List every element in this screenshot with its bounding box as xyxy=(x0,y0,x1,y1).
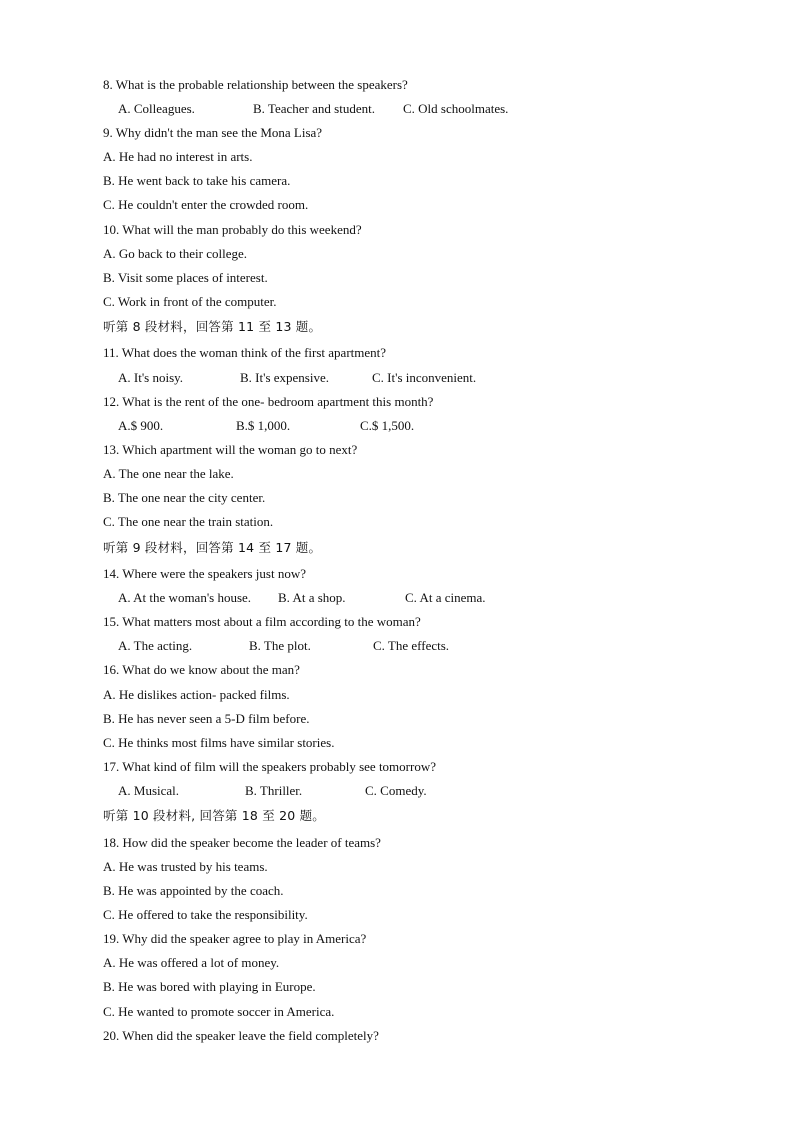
option-c: C. Old schoolmates. xyxy=(403,101,509,116)
option-a: A. It's noisy. xyxy=(118,370,184,385)
option-a: A. Musical. xyxy=(118,783,180,798)
question-11-stem: 11. What does the woman think of the first apartment? xyxy=(103,345,387,360)
option-c: C. At a cinema. xyxy=(405,590,486,605)
option-c: C. Comedy. xyxy=(365,783,427,798)
question-10-option-c: C. Work in front of the computer. xyxy=(103,294,277,309)
option-c: C. The effects. xyxy=(373,638,450,653)
option-a: A.$ 900. xyxy=(118,418,164,433)
question-16-stem: 16. What do we know about the man? xyxy=(103,662,300,677)
option-c: C. It's inconvenient. xyxy=(372,370,477,385)
question-18-option-a: A. He was trusted by his teams. xyxy=(103,859,268,874)
question-19-option-b: B. He was bored with playing in Europe. xyxy=(103,979,316,994)
question-12-stem: 12. What is the rent of the one- bedroom apartment this month? xyxy=(103,394,434,409)
question-10-option-b: B. Visit some places of interest. xyxy=(103,270,268,285)
question-13-option-b: B. The one near the city center. xyxy=(103,490,266,505)
question-15-stem: 15. What matters most about a film according to the woman? xyxy=(103,614,421,629)
question-14-stem: 14. Where were the speakers just now? xyxy=(103,566,306,581)
question-16-option-b: B. He has never seen a 5-D film before. xyxy=(103,711,310,726)
option-c: C.$ 1,500. xyxy=(360,418,415,433)
question-18-option-b: B. He was appointed by the coach. xyxy=(103,883,284,898)
question-10-stem: 10. What will the man probably do this weekend? xyxy=(103,222,362,237)
option-b: B.$ 1,000. xyxy=(236,418,291,433)
option-a: A. The acting. xyxy=(118,638,193,653)
question-18-stem: 18. How did the speaker become the leader of teams? xyxy=(103,835,381,850)
question-9-stem: 9. Why didn't the man see the Mona Lisa? xyxy=(103,125,323,140)
question-10-option-a: A. Go back to their college. xyxy=(103,246,248,261)
question-13-option-a: A. The one near the lake. xyxy=(103,466,234,481)
question-19-stem: 19. Why did the speaker agree to play in America? xyxy=(103,931,367,946)
question-19-option-c: C. He wanted to promote soccer in America. xyxy=(103,1004,335,1019)
section-10-heading: 听第 10 段材料, 回答第 18 至 20 题。 xyxy=(103,808,326,823)
section-8-heading: 听第 8 段材料，回答第 11 至 13 题。 xyxy=(103,319,322,334)
question-16-option-c: C. He thinks most films have similar stories. xyxy=(103,735,335,750)
question-19-option-a: A. He was offered a lot of money. xyxy=(103,955,280,970)
question-18-option-c: C. He offered to take the responsibility. xyxy=(103,907,308,922)
question-20-stem: 20. When did the speaker leave the field completely? xyxy=(103,1028,379,1043)
question-16-option-a: A. He dislikes action- packed films. xyxy=(103,687,290,702)
question-13-option-c: C. The one near the train station. xyxy=(103,514,274,529)
option-b: B. The plot. xyxy=(249,638,311,653)
question-17-stem: 17. What kind of film will the speakers probably see tomorrow? xyxy=(103,759,436,774)
question-9-option-b: B. He went back to take his camera. xyxy=(103,173,291,188)
question-13-stem: 13. Which apartment will the woman go to next? xyxy=(103,442,358,457)
option-b: B. At a shop. xyxy=(278,590,346,605)
option-b: B. It's expensive. xyxy=(240,370,329,385)
section-9-heading: 听第 9 段材料，回答第 14 至 17 题。 xyxy=(103,540,322,555)
question-9-option-c: C. He couldn't enter the crowded room. xyxy=(103,197,309,212)
question-9-option-a: A. He had no interest in arts. xyxy=(103,149,253,164)
option-b: B. Teacher and student. xyxy=(253,101,375,116)
question-8-stem: 8. What is the probable relationship between the speakers? xyxy=(103,77,408,92)
option-b: B. Thriller. xyxy=(245,783,303,798)
option-a: A. At the woman's house. xyxy=(118,590,252,605)
option-a: A. Colleagues. xyxy=(118,101,195,116)
